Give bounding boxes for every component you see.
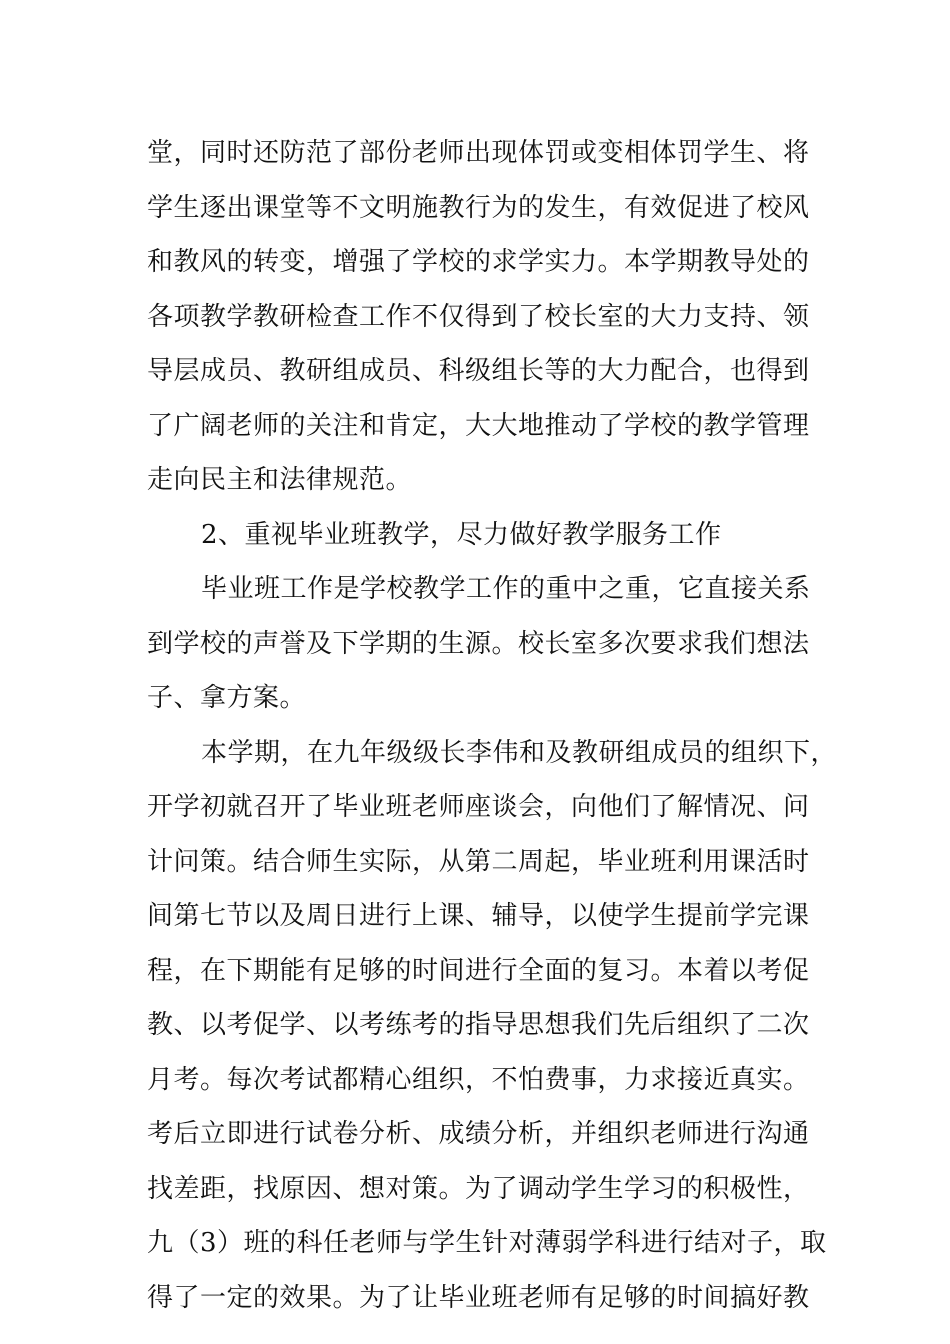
text-line: 计问策。结合师生实际，从第二周起，毕业班利用课活时	[147, 846, 810, 877]
text-line: 程，在下期能有足够的时间进行全面的复习。本着以考促	[147, 955, 810, 986]
body-text	[147, 126, 838, 1325]
text-line: 导层成员、教研组成员、科级组长等的大力配合，也得到	[147, 356, 810, 386]
text-line: 各项教学教研检查工作不仅得到了校长室的大力支持、领	[147, 301, 810, 332]
text-line: 本学期，在九年级级长李伟和及教研组成员的组织下，	[201, 737, 838, 768]
text-line: 毕业班工作是学校教学工作的重中之重，它直接关系	[201, 574, 811, 604]
section-heading: 2、重视毕业班教学，尽力做好教学服务工作	[201, 519, 722, 550]
text-line: 月考。每次考试都精心组织，不怕费事，力求接近真实。	[147, 1064, 810, 1095]
text-line: 找差距，找原因、想对策。为了调动学生学习的积极性，	[147, 1173, 810, 1204]
text-line: 和教风的转变，增强了学校的求学实力。本学期教导处的	[147, 247, 810, 277]
text-line: 考后立即进行试卷分析、成绩分析，并组织老师进行沟通	[147, 1119, 810, 1149]
text-line: 学生逐出课堂等不文明施教行为的发生，有效促进了校风	[147, 192, 810, 223]
text-line: 九（3）班的科任老师与学生针对薄弱学科进行结对子，取	[147, 1228, 827, 1258]
text-line: 子、拿方案。	[147, 683, 307, 713]
text-line: 得了一定的效果。为了让毕业班老师有足够的时间搞好教	[147, 1282, 810, 1313]
text-line: 开学初就召开了毕业班老师座谈会，向他们了解情况、问	[147, 792, 810, 822]
text-line: 间第七节以及周日进行上课、辅导，以使学生提前学完课	[147, 901, 810, 931]
text-line: 走向民主和法律规范。	[147, 465, 413, 495]
text-line: 了广阔老师的关注和肯定，大大地推动了学校的教学管理	[147, 410, 810, 441]
text-line: 堂，同时还防范了部份老师出现体罚或变相体罚学生、将	[147, 138, 810, 168]
text-line: 到学校的声誉及下学期的生源。校长室多次要求我们想法	[147, 628, 810, 659]
text-line: 教、以考促学、以考练考的指导思想我们先后组织了二次	[147, 1010, 810, 1040]
